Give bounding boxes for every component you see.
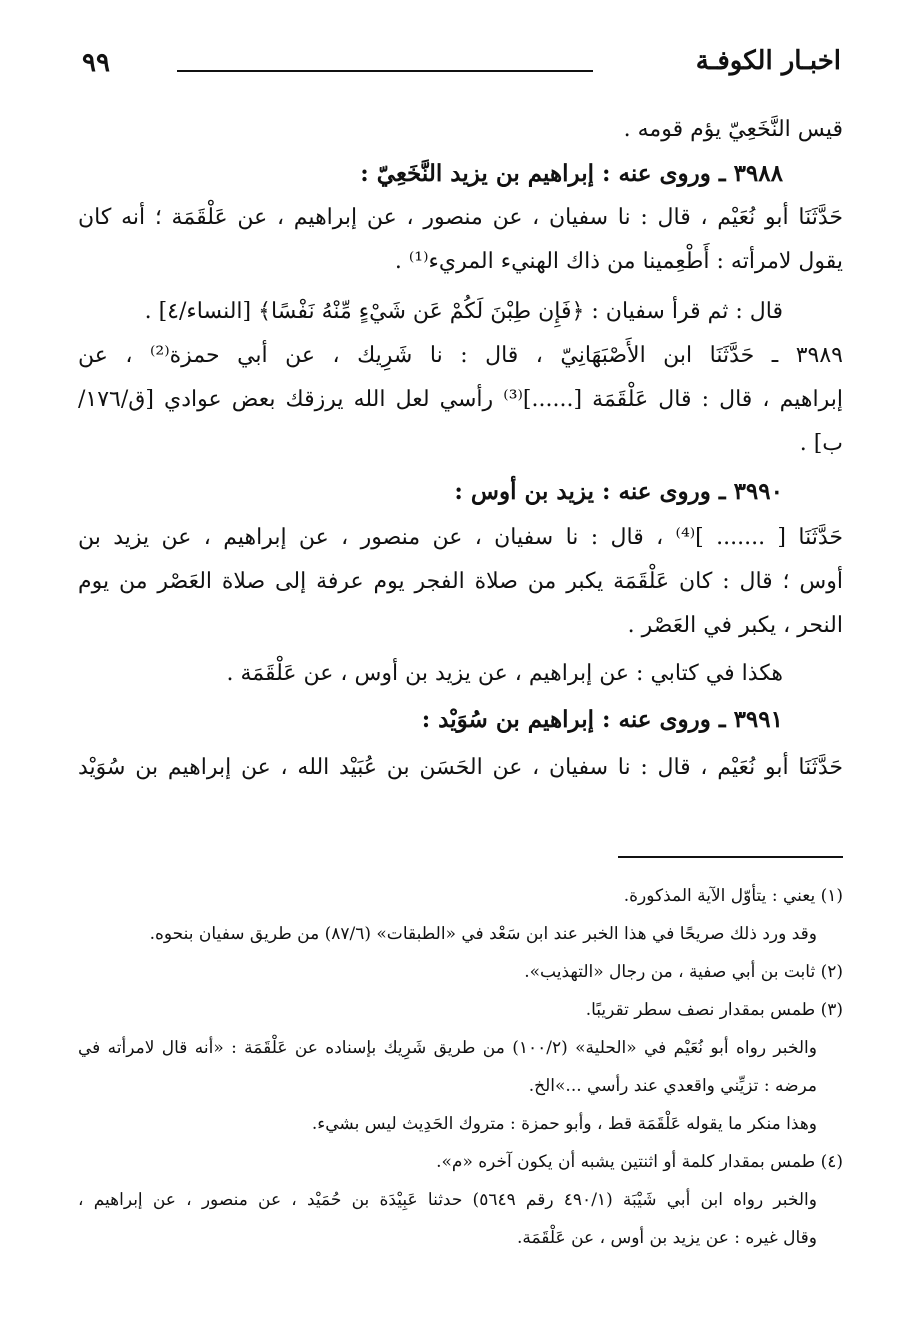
running-title: اخبـار الكوفـة <box>695 46 841 76</box>
quran-quote-line: قال : ثم قرأ سفيان : ﴿فَإِن طِبْنَ لَكُمْ عَن شَيْءٍ مِّنْهُ نَفْسًا﴾ [النساء/٤] . <box>144 299 783 324</box>
footnote-1: (١) يعني : يتأوّل الآية المذكورة. <box>623 886 843 906</box>
text-line: حَدَّثَنَا [ ....... ]⁽⁴⁾ ، قال : نا سفيان ، عن منصور ، عن إبراهيم ، عن يزيد بن <box>78 525 843 550</box>
text-line: النحر ، يكبر في العَصْر . <box>627 613 843 638</box>
text-line: إبراهيم ، قال : قال عَلْقَمَة [......]⁽³⁾ رأسي لعل الله يرزقك بعض عوادي [ق/١٧٦/ <box>78 387 843 412</box>
section-heading-3988: ٣٩٨٨ ـ وروى عنه : إبراهيم بن يزيد النَّخَعِيّ : <box>360 160 783 187</box>
footnote-4-continuation: والخبر رواه ابن أبي شَيْبَة (٤٩٠/١ رقم ٥٦٤٩) حدثنا عَبِيْدَة بن حُمَيْد ، عن منصور ، عن إبراهيم ، <box>78 1190 817 1210</box>
footnote-3-continuation: والخبر رواه أبو نُعَيْم في «الحلية» (١٠٠/٢) من طريق شَرِيك بإسناده عن عَلْقَمَة : «أنه قال لامرأته في <box>78 1038 817 1058</box>
footnote-4-continuation: وقال غيره : عن يزيد بن أوس ، عن عَلْقَمَة. <box>516 1228 817 1248</box>
text-line: حَدَّثَنَا أبو نُعَيْم ، قال : نا سفيان ، عن منصور ، عن إبراهيم ، عن عَلْقَمَة ؛ أنه كان <box>78 205 843 230</box>
footnote-2: (٢) ثابت بن أبي صفية ، من رجال «التهذيب». <box>524 962 843 982</box>
section-heading-3991: ٣٩٩١ ـ وروى عنه : إبراهيم بن سُوَيْد : <box>421 706 783 733</box>
text-line: ب] . <box>799 431 843 456</box>
text-line: أوس ؛ قال : كان عَلْقَمَة يكبر من صلاة الفجر يوم عرفة إلى صلاة العَصْر من يوم <box>78 569 843 594</box>
footnote-3-continuation: مرضه : تزيِّني واقعدي عند رأسي ...»الخ. <box>528 1076 817 1096</box>
header-rule <box>177 70 593 72</box>
footnote-4: (٤) طمس بمقدار كلمة أو اثنتين يشبه أن يكون آخره «م». <box>436 1152 843 1172</box>
section-heading-3990: ٣٩٩٠ ـ وروى عنه : يزيد بن أوس : <box>454 478 783 505</box>
page-header <box>82 46 841 86</box>
text-line: يقول لامرأته : أَطْعِمينا من ذاك الهنيء المريء⁽¹⁾ . <box>394 249 843 274</box>
footnote-3: (٣) طمس بمقدار نصف سطر تقريبًا. <box>585 1000 843 1020</box>
footnote-1-continuation: وقد ورد ذلك صريحًا في هذا الخبر عند ابن سَعْد في «الطبقات» (٨٧/٦) من طريق سفيان بنحوه. <box>149 924 817 944</box>
hadith-3989-line: ٣٩٨٩ ـ حَدَّثَنَا ابن الأَصْبَهَانِيّ ، قال : نا شَرِيك ، عن أبي حمزة⁽²⁾ ، عن <box>78 343 843 368</box>
text-line: قيس النَّخَعِيّ يؤم قومه . <box>623 117 843 142</box>
text-line: حَدَّثَنَا أبو نُعَيْم ، قال : نا سفيان ، عن الحَسَن بن عُبَيْد الله ، عن إبراهيم بن سُوَيْد <box>78 755 843 780</box>
footnote-rule <box>618 856 843 858</box>
page-number: ٩٩ <box>82 48 110 78</box>
text-line: هكذا في كتابي : عن إبراهيم ، عن يزيد بن أوس ، عن عَلْقَمَة . <box>226 661 783 686</box>
footnote-3-continuation: وهذا منكر ما يقوله عَلْقَمَة قط ، وأبو حمزة : متروك الحَدِيث ليس بشيء. <box>311 1114 817 1134</box>
